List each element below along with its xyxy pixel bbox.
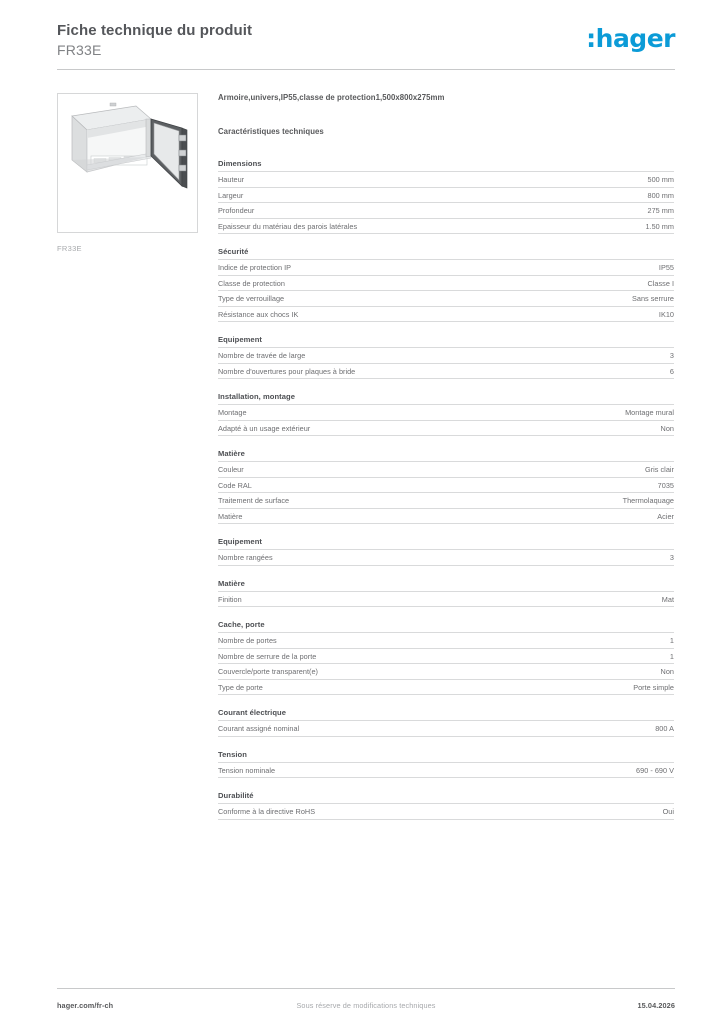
spec-group-title: Equipement xyxy=(218,537,674,550)
spec-row xyxy=(218,509,674,525)
spec-value: Montage mural xyxy=(625,408,674,417)
spec-value: 3 xyxy=(669,553,674,562)
spec-value: 800 A xyxy=(655,724,674,733)
spec-value: 800 mm xyxy=(647,190,674,200)
spec-label: Résistance aux chocs IK xyxy=(218,309,299,319)
spec-row xyxy=(218,421,674,437)
spec-value: 1 xyxy=(669,636,674,645)
spec-group-title: Cache, porte xyxy=(218,620,674,633)
document-titles xyxy=(57,22,252,59)
spec-label: Largeur xyxy=(218,190,244,200)
product-media xyxy=(57,93,198,253)
spec-row xyxy=(218,478,674,494)
spec-label: Classe de protection xyxy=(218,278,285,288)
spec-row xyxy=(218,550,674,566)
spec-value: 6 xyxy=(669,366,674,376)
footer-website-link[interactable]: hager.com/fr-ch xyxy=(57,1001,114,1010)
spec-group xyxy=(218,708,674,737)
spec-label: Montage xyxy=(218,408,247,417)
spec-value: 500 mm xyxy=(647,175,674,184)
spec-value: Mat xyxy=(661,594,674,604)
spec-group xyxy=(218,537,674,566)
spec-group-title: Equipement xyxy=(218,335,674,348)
spec-label: Nombre d'ouvertures pour plaques à bride xyxy=(218,366,356,376)
spec-group-title: Durabilité xyxy=(218,791,674,804)
spec-label: Epaisseur du matériau des parois latérales xyxy=(218,221,358,231)
spec-row xyxy=(218,260,674,276)
spec-row xyxy=(218,721,674,737)
page-header xyxy=(0,0,724,70)
spec-group xyxy=(218,791,674,820)
spec-label: Nombre de portes xyxy=(218,636,277,645)
spec-label: Type de porte xyxy=(218,682,263,692)
spec-row xyxy=(218,763,674,779)
spec-label: Hauteur xyxy=(218,175,245,184)
spec-value: Porte simple xyxy=(633,682,674,692)
spec-row xyxy=(218,405,674,421)
spec-row xyxy=(218,219,674,235)
spec-row xyxy=(218,364,674,380)
spec-label: Type de verrouillage xyxy=(218,294,285,303)
spec-value: 3 xyxy=(669,351,674,360)
spec-label: Profondeur xyxy=(218,206,255,215)
spec-column xyxy=(218,93,674,833)
spec-row xyxy=(218,276,674,292)
spec-value: 1.50 mm xyxy=(645,221,674,231)
spec-label: Tension nominale xyxy=(218,765,276,775)
spec-row xyxy=(218,203,674,219)
spec-group xyxy=(218,449,674,524)
spec-label: Nombre de travée de large xyxy=(218,351,306,360)
spec-row xyxy=(218,680,674,696)
spec-row xyxy=(218,592,674,608)
spec-group xyxy=(218,335,674,379)
spec-value: 690 - 690 V xyxy=(636,765,674,775)
spec-value: Thermolaquage xyxy=(622,496,674,505)
spec-row xyxy=(218,493,674,509)
spec-label: Conforme à la directive RoHS xyxy=(218,807,316,816)
spec-group-title: Sécurité xyxy=(218,247,674,260)
spec-value: IK10 xyxy=(658,309,674,319)
spec-group-title: Matière xyxy=(218,449,674,462)
spec-group xyxy=(218,620,674,695)
spec-groups xyxy=(218,159,674,820)
spec-group xyxy=(218,392,674,436)
spec-group xyxy=(218,579,674,608)
product-image-box xyxy=(57,93,198,233)
spec-label: Matière xyxy=(218,511,243,521)
spec-label: Finition xyxy=(218,594,242,604)
spec-row xyxy=(218,172,674,188)
spec-group xyxy=(218,159,674,234)
page-footer xyxy=(57,988,675,1010)
spec-group-title: Matière xyxy=(218,579,674,592)
product-image-caption: FR33E xyxy=(57,244,82,253)
spec-value: Acier xyxy=(657,511,674,521)
spec-row xyxy=(218,348,674,364)
spec-row xyxy=(218,188,674,204)
spec-group xyxy=(218,247,674,322)
spec-group xyxy=(218,750,674,779)
hager-logo: :hager xyxy=(586,24,675,53)
spec-label: Courant assigné nominal xyxy=(218,724,300,733)
brand-name: hager xyxy=(595,24,675,53)
spec-group-title: Tension xyxy=(218,750,674,763)
spec-label: Couleur xyxy=(218,465,244,474)
spec-label: Adapté à un usage extérieur xyxy=(218,423,311,433)
spec-value: 7035 xyxy=(657,480,674,490)
spec-label: Nombre rangées xyxy=(218,553,273,562)
header-divider xyxy=(57,69,675,70)
spec-row xyxy=(218,633,674,649)
spec-value: Oui xyxy=(662,807,674,816)
spec-value: 1 xyxy=(669,651,674,661)
spec-row xyxy=(218,649,674,665)
product-photo-cabinet-icon xyxy=(58,94,197,232)
spec-group-title: Courant électrique xyxy=(218,708,674,721)
footer-divider xyxy=(57,988,675,989)
spec-label: Indice de protection IP xyxy=(218,263,292,272)
spec-label: Couvercle/porte transparent(e) xyxy=(218,667,318,676)
spec-value: Gris clair xyxy=(645,465,674,474)
product-name: Armoire,univers,IP55,classe de protection1,500x800x275mm xyxy=(218,93,445,102)
spec-value: Classe I xyxy=(647,278,674,288)
spec-value: Non xyxy=(660,423,674,433)
footer-date: 15.04.2026 xyxy=(637,1001,675,1010)
page-subtitle: FR33E xyxy=(57,41,102,58)
footer-disclaimer: Sous réserve de modifications techniques xyxy=(296,1001,436,1010)
technical-specs-heading: Caractéristiques techniques xyxy=(218,127,324,136)
spec-group-title: Installation, montage xyxy=(218,392,674,405)
spec-row xyxy=(218,307,674,323)
spec-value: Non xyxy=(660,667,674,676)
spec-row xyxy=(218,291,674,307)
spec-row xyxy=(218,462,674,478)
spec-value: Sans serrure xyxy=(631,294,674,303)
footer-content xyxy=(57,1001,675,1010)
page-title: Fiche technique du produit xyxy=(57,22,253,39)
spec-value: 275 mm xyxy=(647,206,674,215)
spec-row xyxy=(218,804,674,820)
spec-label: Traitement de surface xyxy=(218,496,290,505)
spec-label: Code RAL xyxy=(218,480,252,490)
spec-value: IP55 xyxy=(658,263,674,272)
spec-row xyxy=(218,664,674,680)
spec-group-title: Dimensions xyxy=(218,159,674,172)
spec-label: Nombre de serrure de la porte xyxy=(218,651,317,661)
